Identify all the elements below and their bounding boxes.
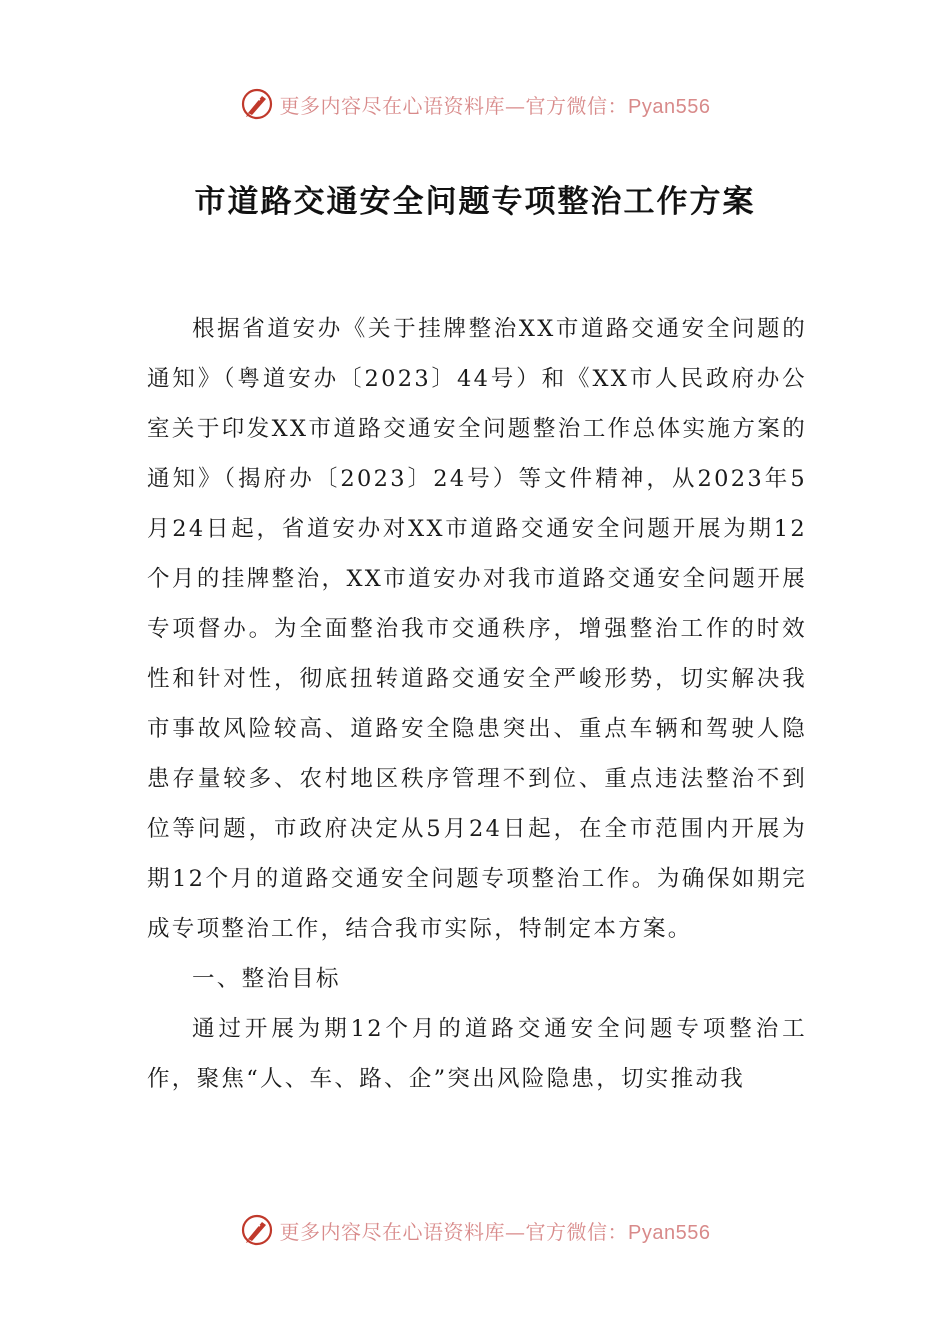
banner-wechat-id: Pyan556: [628, 95, 711, 118]
banner-promo-text: 更多内容尽在心语资料库—官方微信：: [279, 93, 629, 118]
banner-promo-text: 更多内容尽在心语资料库—官方微信：: [279, 1219, 629, 1244]
header-banner: [0, 82, 950, 126]
section-heading-goals: 一、整治目标: [192, 966, 341, 992]
banner-wechat-id: Pyan556: [628, 1221, 711, 1244]
document-body: [147, 304, 807, 1104]
paragraph-intro: 根据省道安办《关于挂牌整治XX市道路交通安全问题的通知》（粤道安办〔2023〕44号）和《XX市人民政府办公室关于印发XX市道路交通安全问题整治工作总体实施方案的通知》（揭府办〔2023〕24号）等文件精神，从2023年5月24日起，省道安办对XX市道路交通安全问题开展为期12个月的挂牌整治，XX市道安办对我市道路交通安全问题开展专项督办。为全面整治我市交通秩序，增强整治工作的时效性和针对性，彻底扭转道路交通安全严峻形势，切实解决我市事故风险较高、道路安全隐患突出、重点车辆和驾驶人隐患存量较多、农村地区秩序管理不到位、重点违法整治不到位等问题，市政府决定从5月24日起，在全市范围内开展为期12个月的道路交通安全问题专项整治工作。为确保如期完成专项整治工作，结合我市实际，特制定本方案。: [147, 316, 807, 942]
paragraph-goals: 通过开展为期12个月的道路交通安全问题专项整治工作，聚焦“人、车、路、企”突出风险隐患，切实推动我: [147, 1016, 807, 1092]
footer-banner: [0, 1208, 950, 1252]
document-title: 市道路交通安全问题专项整治工作方案: [194, 184, 756, 220]
pen-logo-icon: [240, 87, 274, 121]
pen-logo-icon: [240, 1213, 274, 1247]
